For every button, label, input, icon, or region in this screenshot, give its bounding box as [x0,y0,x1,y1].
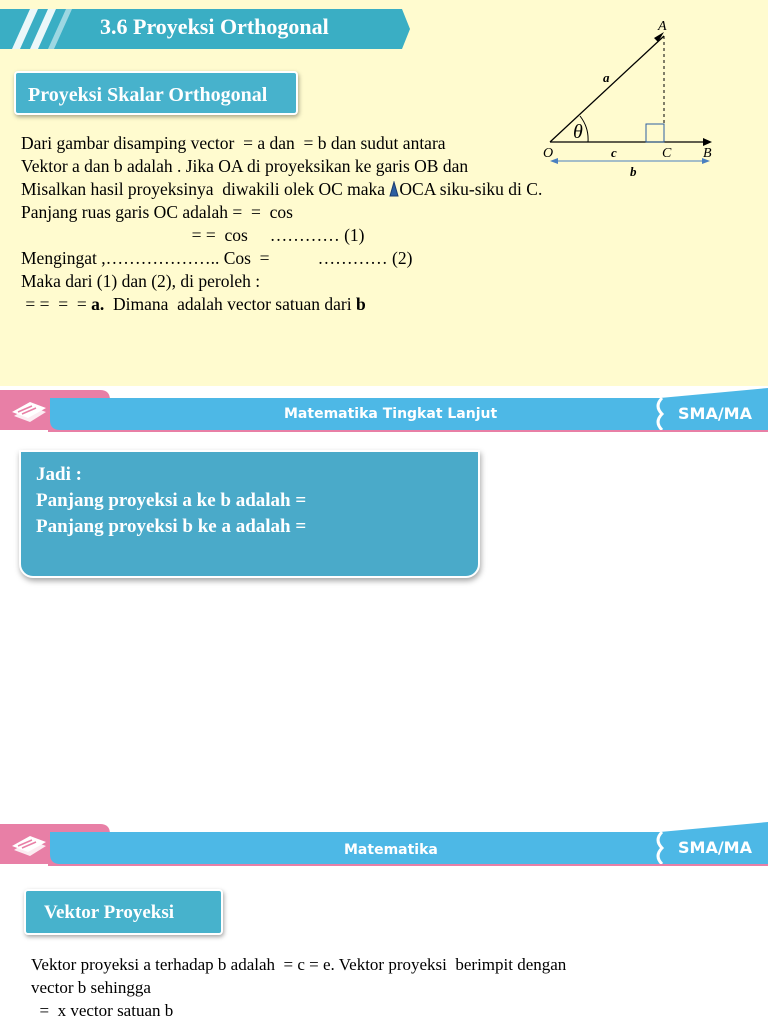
conclusion-box [19,450,480,578]
body-line-6: Mengingat ,……………….. Cos = ………… (2) [21,248,413,268]
vector-projection-title: Vektor Proyeksi [44,902,175,923]
book-icon [12,394,46,422]
projection-diagram [540,14,768,184]
slide-title: 3.6 Proyeksi Orthogonal [100,14,329,39]
body-line-8-prefix: = = = = [21,294,92,314]
body-line-8 [21,294,366,314]
label-A: A [658,19,667,34]
body-line-3 [21,179,542,199]
body-line-1: Dari gambar disamping vector = a dan = b dan sudut antara [21,133,446,153]
conclusion-line-1: Jadi : [36,464,82,485]
label-a: a [603,70,610,85]
body-line-2: Vektor a dan b adalah . Jika OA di proyeksikan ke garis OB dan [21,156,469,176]
body-line-5: = = cos ………… (1) [21,225,365,245]
body-line-8-b: b [355,294,366,314]
vp-line-2: vector b sehingga [31,978,151,997]
triangle-icon [389,181,399,197]
footer-2-title: Matematika [344,842,438,858]
body-line-8-middle: Dimana adalah vector satuan dari [104,294,356,314]
subtitle-label: Proyeksi Skalar Orthogonal [28,84,268,106]
footer-1-level: SMA/MA [678,404,752,423]
label-B: B [703,146,712,161]
footer-1-title: Matematika Tingkat Lanjut [284,406,498,422]
label-c: c [611,145,617,160]
label-O: O [543,146,554,161]
body-line-7: Maka dari (1) dan (2), di peroleh : [21,271,261,291]
body-line-3-text: Misalkan hasil proyeksinya diwakili olek OC maka [21,179,390,199]
book-icon [12,828,46,856]
conclusion-line-2: Panjang proyeksi a ke b adalah = [36,490,307,511]
conclusion-line-3: Panjang proyeksi b ke a adalah = [36,516,307,537]
label-theta: θ [573,121,583,143]
label-C: C [662,146,672,161]
footer-2-level: SMA/MA [678,838,752,857]
body-line-4: Panjang ruas garis OC adalah = = cos [21,202,293,222]
body-line-8-a: a. [91,294,105,314]
label-b: b [630,164,637,179]
vp-line-3: = x vector satuan b [31,1001,174,1020]
vp-line-1: Vektor proyeksi a terhadap b adalah = c = e. Vektor proyeksi berimpit dengan [31,955,567,974]
body-line-3-suffix: OCA siku-siku di C. [399,179,543,199]
